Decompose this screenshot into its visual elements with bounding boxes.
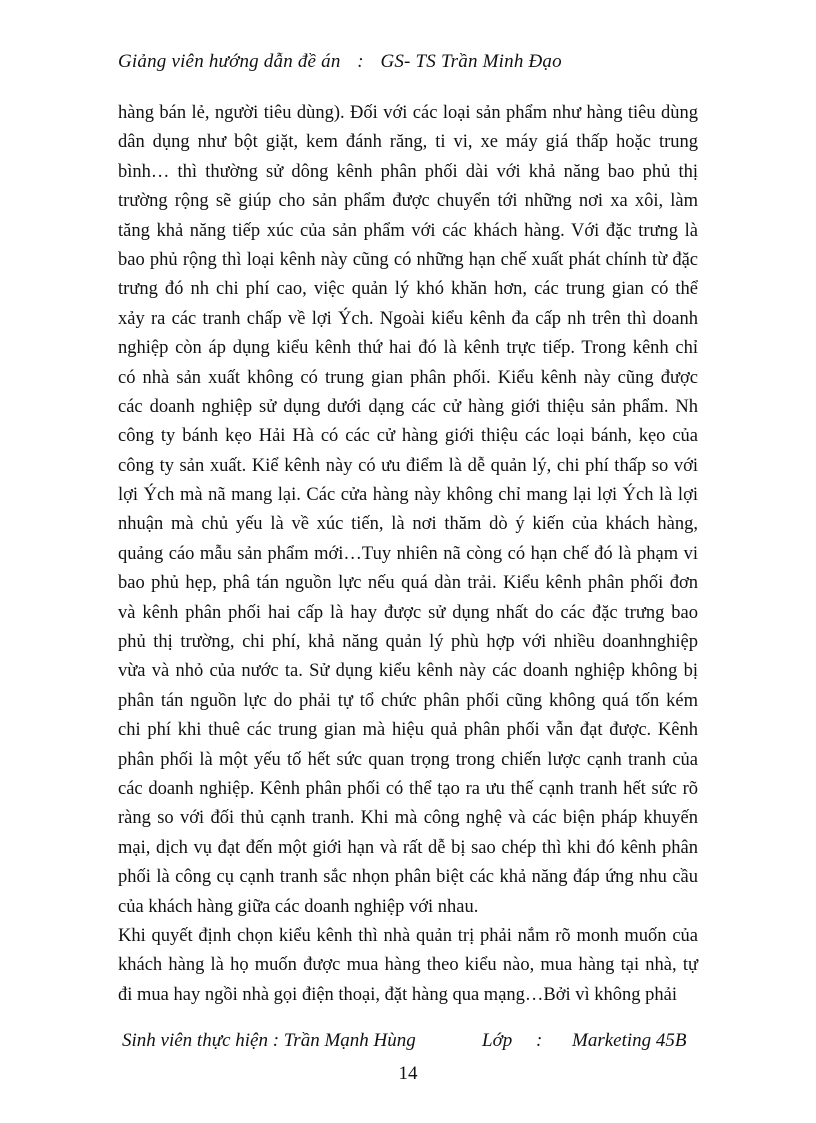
header-label: Giảng viên hướng dẫn đề án: [118, 51, 341, 72]
text-line: phân phối là một yếu tố hết sức quan trọng trong chiến lược cạnh tranh của: [118, 749, 698, 770]
text-line: chi phí khi thuê các trung gian mà hiệu quả phân phối vẫn đạt được. Kênh: [118, 720, 698, 741]
page-number: 14: [398, 1063, 418, 1084]
footer-class-label: Lớp: [482, 1030, 513, 1051]
text-line: công ty bánh kẹo Hải Hà có các cử hàng giới thiệu các loại bánh, kẹo của: [118, 426, 698, 447]
text-line: vừa và nhỏ của nước ta. Sử dụng kiểu kênh này các doanh nghiệp không bị: [118, 661, 698, 682]
text-line: đi mua hay ngồi nhà gọi điện thoại, đặt hàng qua mạng…Bởi vì không phải: [118, 984, 678, 1005]
footer-class-value: Marketing 45B: [572, 1030, 687, 1051]
document-body: [118, 99, 698, 1010]
header-separator: :: [357, 51, 364, 72]
text-line: tăng khả năng tiếp xúc của sản phẩm với các khách hàng. Với đặc trưng là: [118, 220, 698, 241]
text-line: quảng cáo mẫu sản phẩm mới…Tuy nhiên nã còng có hạn chế đó là phạm vi: [118, 543, 698, 564]
header-supervisor: GS- TS Trần Minh Đạo: [380, 51, 562, 72]
text-line: có nhà sản xuất không có trung gian phân phối. Kiểu kênh này cũng được: [118, 367, 698, 388]
text-line: bình… thì thường sử dông kênh phân phối dài với khả năng bao phủ thị: [118, 161, 698, 182]
text-line: của khách hàng giữa các doanh nghiệp với nhau.: [118, 896, 479, 917]
text-line: Khi quyết định chọn kiểu kênh thì nhà quản trị phải nắm rõ monh muốn của: [118, 925, 698, 946]
text-line: xảy ra các tranh chấp về lợi Ých. Ngoài kiểu kênh đa cấp nh trên thì doanh: [118, 308, 698, 329]
text-line: phân tán nguồn lực do phải tự tổ chức phân phối cũng không quá tốn kém: [118, 690, 698, 711]
text-line: bao phủ hẹp, phâ tán nguồn lực nếu quá dàn trải. Kiểu kênh phân phối đơn: [118, 573, 698, 594]
text-line: mại, dịch vụ đạt đến một giới hạn và rất dễ bị sao chép thì khi đó kênh phân: [118, 837, 698, 858]
text-line: dân dụng như bột giặt, kem đánh răng, ti vi, xe máy giá thấp hoặc trung: [118, 132, 698, 153]
text-line: nhuận mà chủ yếu là về xúc tiến, là nơi thăm dò ý kiến của khách hàng,: [118, 514, 698, 535]
text-line: trường rộng sẽ giúp cho sản phẩm được chuyển tới những nơi xa xôi, làm: [118, 191, 698, 212]
text-line: bao phủ rộng thì loại kênh này cũng có những hạn chế xuất phát chính từ đặc: [118, 249, 698, 270]
text-line: phủ thị trường, chi phí, khả năng quản lý phù hợp với nhiều doanhnghiệp: [118, 632, 698, 653]
text-line: ràng so với đối thủ cạnh tranh. Khi mà công nghệ và các biện pháp khuyến: [118, 808, 698, 829]
text-line: và kênh phân phối hai cấp là hay được sử dụng nhất do các đặc trưng bao: [118, 602, 698, 623]
text-line: các doanh nghiệp sử dụng dưới dạng các cử hàng giới thiệu sản phẩm. Nh: [118, 396, 698, 417]
text-line: các doanh nghiệp. Kênh phân phối có thể tạo ra ưu thế cạnh tranh hết sức rõ: [118, 778, 698, 799]
text-line: công ty sản xuất. Kiể kênh này có ưu điểm là dễ quản lý, chi phí thấp so với: [118, 455, 698, 476]
footer-student: Sinh viên thực hiện : Trần Mạnh Hùng: [122, 1030, 416, 1051]
page-header: [118, 51, 718, 73]
text-line: nghiệp còn áp dụng kiểu kênh thứ hai đó là kênh trực tiếp. Trong kênh chỉ: [118, 338, 698, 359]
text-line: trưng đó nh chi phí cao, việc quản lý khó khăn hơn, các trung gian có thể: [118, 279, 698, 300]
footer-colon: :: [536, 1030, 543, 1051]
text-line: lợi Ých mà nã mang lại. Các cửa hàng này không chỉ mang lại lợi Ých là lợi: [118, 485, 698, 506]
text-line: hàng bán lẻ, người tiêu dùng). Đối với các loại sản phẩm như hàng tiêu dùng: [118, 103, 698, 123]
text-line: khách hàng là họ muốn được mua hàng theo kiểu nào, mua hàng tại nhà, tự: [118, 955, 698, 976]
text-line: phối là công cụ cạnh tranh sắc nhọn phân biệt các khả năng đáp ứng nhu cầu: [118, 867, 698, 888]
page-footer: [122, 1030, 702, 1052]
